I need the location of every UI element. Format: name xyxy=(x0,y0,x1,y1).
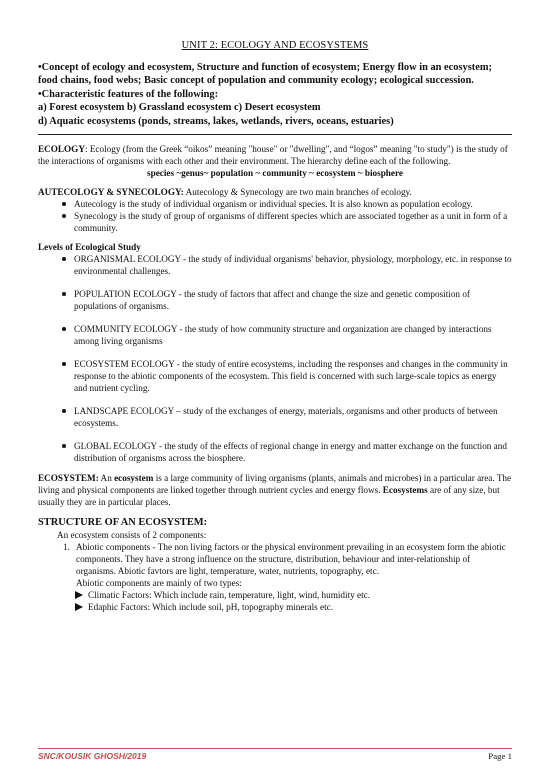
levels-heading: Levels of Ecological Study xyxy=(38,242,141,253)
ecology-term: ECOLOGY xyxy=(38,144,85,155)
ecology-text: : Ecology (from the Greek “oikos” meaning "house" or "dwelling", and “logos” meaning "to study") is the study of the interactions of organisms with each other and their environment. The hierarchy define each of the following. xyxy=(38,144,508,167)
arrow-bullet-icon xyxy=(75,591,83,599)
section-divider xyxy=(38,134,512,135)
syllabus-line: d) Aquatic ecosystems (ponds, streams, lakes, wetlands, rivers, oceans, estuaries) xyxy=(38,115,394,127)
item-number: 1. xyxy=(63,542,70,553)
page-footer xyxy=(38,748,512,761)
list-item: COMMUNITY ECOLOGY - the study of how community structure and organization are changed by interactions among living organisms xyxy=(62,323,512,347)
ecology-paragraph xyxy=(38,143,512,167)
list-item xyxy=(75,589,512,601)
list-item: GLOBAL ECOLOGY - the study of the effects of regional change in energy and matter exchange on the function and distribution of organisms across the biosphere. xyxy=(62,440,512,464)
autecology-list xyxy=(38,198,512,234)
ecology-hierarchy: species ~genus~ population ~ community ~ ecosystem ~ biosphere xyxy=(147,168,403,179)
structure-heading: STRUCTURE OF AN ECOSYSTEM: xyxy=(38,517,208,529)
components-list xyxy=(38,541,512,589)
syllabus-line: •Concept of ecology and ecosystem, Structure and function of ecosystem; Energy flow in an ecosystem; food chains, food webs; Basic concept of population and community ecology; ecological succession. xyxy=(38,62,492,87)
list-item xyxy=(63,541,512,589)
arrow-bullet-icon xyxy=(75,603,83,611)
structure-intro: An ecosystem consists of 2 components: xyxy=(57,530,207,541)
ecosystem-bold-word: ecosystem xyxy=(114,473,154,484)
list-item: Autecology is the study of individual organism or individual species. It is also known as population ecology. xyxy=(62,198,512,210)
page-content xyxy=(38,40,512,613)
page-number: Page 1 xyxy=(488,751,512,761)
list-item-text: Edaphic Factors: Which include soil, pH, topography minerals etc. xyxy=(88,602,334,613)
syllabus-line: •Characteristic features of the following: xyxy=(38,88,219,100)
list-item: ECOSYSTEM ECOLOGY - the study of entire ecosystems, including the responses and changes in the community in response to the abiotic components of the ecosystem. This field is concerned with such large-scale topics as energy and nutrient cycling. xyxy=(62,358,512,394)
page-title: UNIT 2: ECOLOGY AND ECOSYSTEMS xyxy=(181,40,369,51)
syllabus-block xyxy=(38,61,512,128)
autecology-text: Autecology & Synecology are two main branches of ecology. xyxy=(183,187,412,198)
ecosystem-text: is a large community of living organisms (plants, animals and microbes) in a particular area. The living and physical components are linked together through nutrient cycles and energy flows. xyxy=(38,473,512,496)
autecology-section xyxy=(38,186,512,234)
list-item: LANDSCAPE ECOLOGY – study of the exchanges of energy, materials, organisms and other products of between ecosystems. xyxy=(62,405,512,429)
syllabus-line: a) Forest ecosystem b) Grassland ecosystem c) Desert ecosystem xyxy=(38,102,321,114)
list-item-text: Climatic Factors: Which include rain, temperature, light, wind, humidity etc. xyxy=(88,590,371,601)
autecology-term: AUTECOLOGY & SYNECOLOGY: xyxy=(38,187,184,198)
levels-list xyxy=(38,253,512,464)
list-item: Synecology is the study of group of organisms of different species which are associated together as a unit in form of a community. xyxy=(62,210,512,234)
list-item: ORGANISMAL ECOLOGY - the study of individual organisms' behavior, physiology, morphology, etc. in response to environmental challenges. xyxy=(62,253,512,277)
list-item: POPULATION ECOLOGY - the study of factors that affect and change the size and genetic composition of populations of organisms. xyxy=(62,288,512,312)
ecosystem-paragraph xyxy=(38,472,512,508)
abiotic-types-list xyxy=(38,589,512,613)
ecosystem-text: are of any size, but usually they are in particular places. xyxy=(38,485,500,508)
ecosystem-term: ECOSYSTEM: xyxy=(38,473,99,484)
ecosystem-text: An xyxy=(98,473,115,484)
list-item xyxy=(75,601,512,613)
abiotic-text: Abiotic components - The non living factors or the physical environment prevailing in an ecosystem form the abiotic components. They have a strong influence on the structure, distribution, behaviour and inter-relationship of organisms. Abiotic favtors are light, temperature, water, nutrients, topography, etc. xyxy=(76,542,506,577)
ecosystems-bold-word: Ecosystems xyxy=(382,485,428,496)
footer-author: SNC/KOUSIK GHOSH/2019 xyxy=(38,751,147,761)
footer-divider xyxy=(38,748,512,749)
abiotic-types-intro: Abiotic components are mainly of two types: xyxy=(76,578,242,589)
autecology-paragraph xyxy=(38,186,512,198)
